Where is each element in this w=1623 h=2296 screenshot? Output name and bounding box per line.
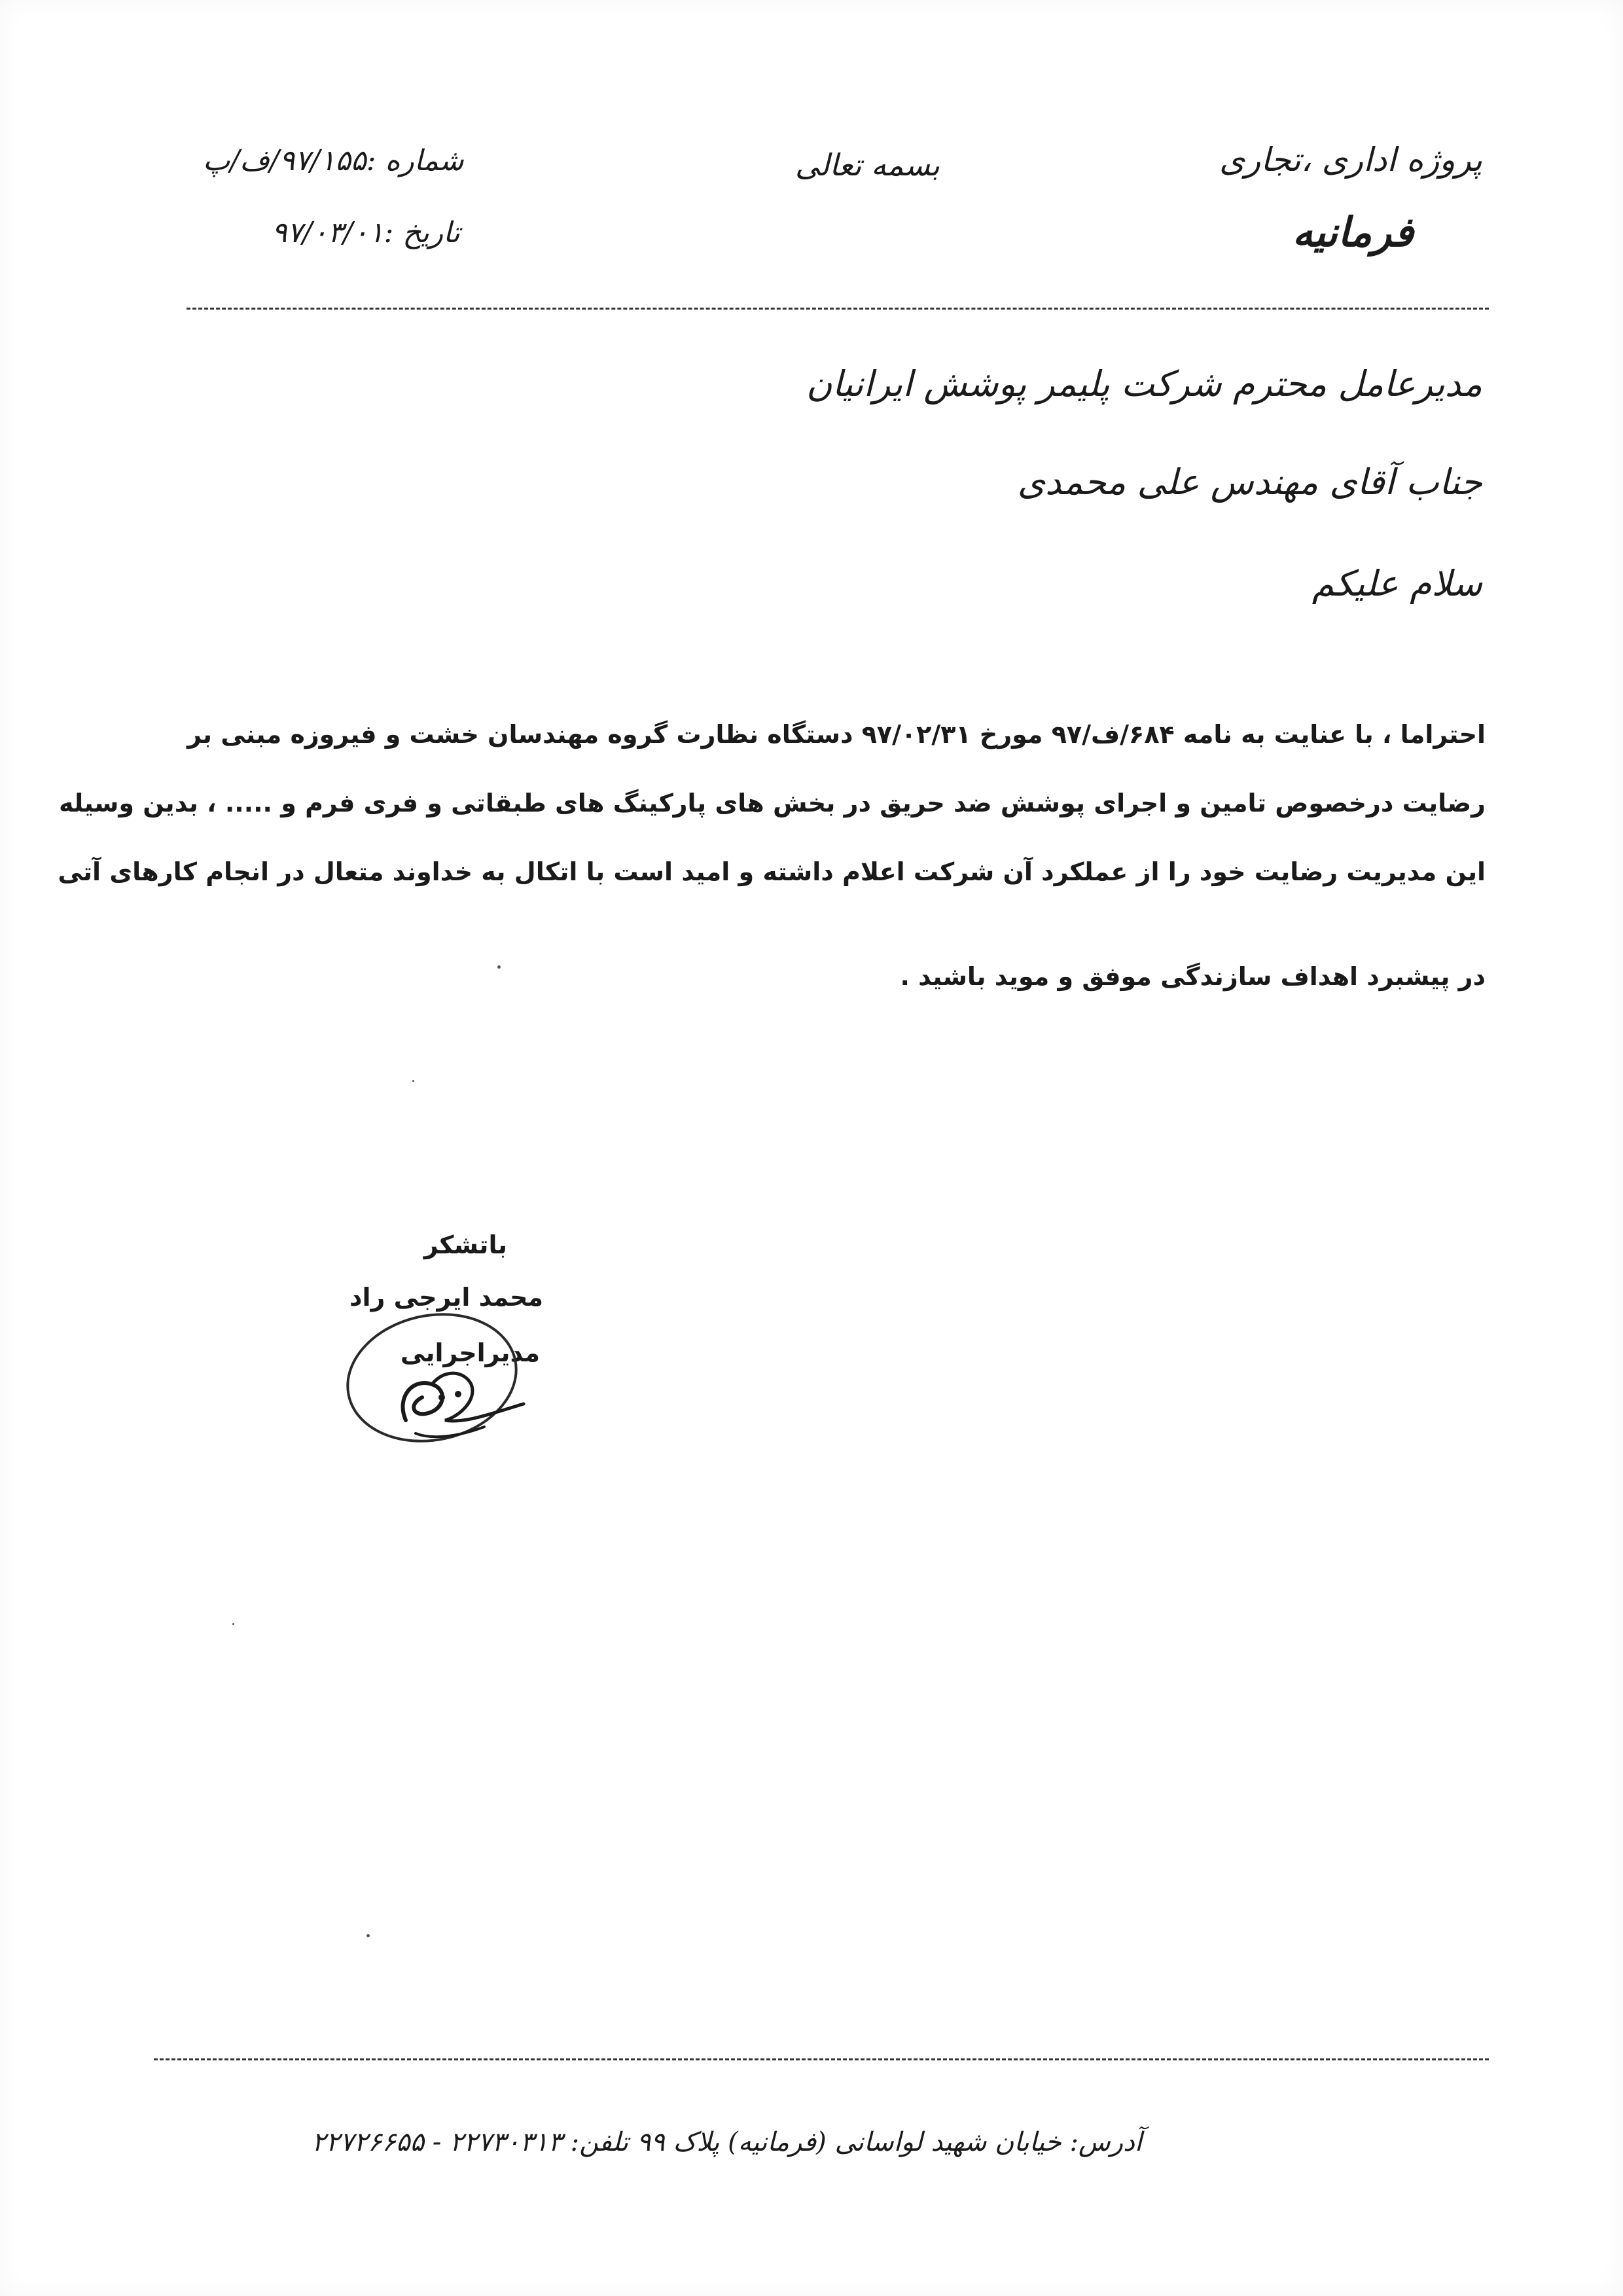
footer-divider	[154, 2058, 1489, 2060]
company-name: فرمانیه	[1292, 208, 1414, 256]
closing-text: باتشکر	[423, 1230, 507, 1259]
letter-date: تاریخ :۹۷/۰۳/۰۱	[272, 216, 460, 249]
body-line: در پیشبرد اهداف سازندگی موفق و موید باشید .	[900, 962, 1486, 991]
body-line: رضایت درخصوص تامین و اجرای پوشش ضد حریق در بخش های پارکینگ های طبقاتی و فری فرم و ..... ، بدین وسیله	[58, 789, 1486, 817]
scan-speck	[412, 1080, 414, 1082]
project-type: پروژه اداری ،تجاری	[1219, 141, 1482, 179]
recipient-name: جناب آقای مهندس علی محمدی	[1017, 461, 1482, 503]
body-line: این مدیریت رضایت خود را از عملکرد آن شرکت اعلام داشته و امید است با اتکال به خداوند متعال در انجام کارهای آتی	[58, 857, 1486, 886]
scan-speck	[232, 1623, 234, 1625]
footer-address: آدرس: خیابان شهید لواسانی (فرمانیه) پلاک ۹۹ تلفن: ۲۲۷۳۰۳۱۳ - ۲۲۷۲۶۶۵۵	[312, 2127, 1142, 2157]
signer-title: مدیراجرایی	[400, 1338, 540, 1367]
scan-speck	[497, 965, 501, 969]
signer-name: محمد ایرجی راد	[349, 1283, 543, 1312]
recipient-title: مدیرعامل محترم شرکت پلیمر پوشش ایرانیان	[806, 363, 1482, 404]
greeting: سلام علیکم	[1311, 563, 1482, 604]
basmala: بسمه تعالی	[795, 147, 940, 183]
letter-number: شماره :۹۷/۱۵۵/ف/پ	[203, 144, 464, 177]
handwritten-signature	[334, 1306, 556, 1463]
scan-speck	[366, 1934, 370, 1937]
body-line: احتراما ، با عنایت به نامه ۶۸۴/ف/۹۷ مورخ ۹۷/۰۲/۳۱ دستگاه نظارت گروه مهندسان خشت و فیروزه مبنی بر	[187, 720, 1486, 749]
header-divider	[187, 308, 1489, 310]
